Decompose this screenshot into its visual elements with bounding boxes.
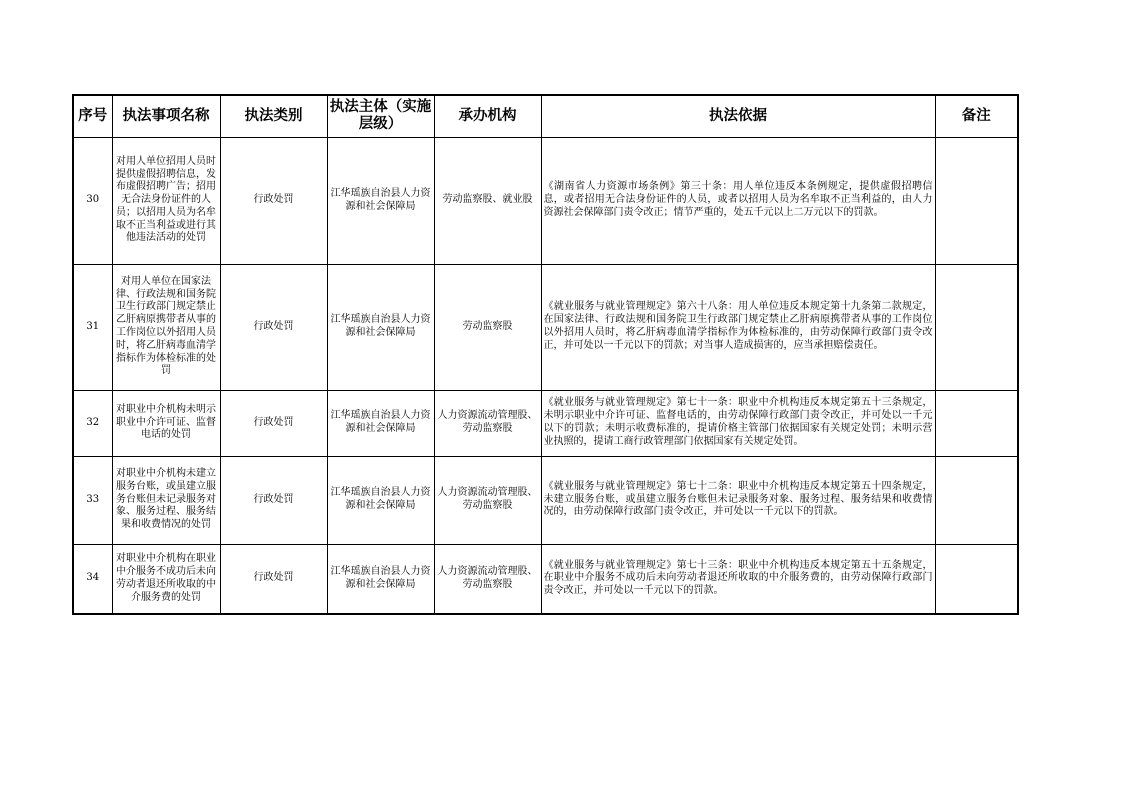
- row-item-name: 对职业中介机构在职业中介服务不成功后未向劳动者退还所收取的中介服务费的处罚: [112, 544, 220, 614]
- row-item-name: 对职业中介机构未明示职业中介许可证、监督电话的处罚: [112, 390, 220, 456]
- row-subject: 江华瑶族自治县人力资源和社会保障局: [327, 137, 434, 264]
- row-no: 32: [73, 390, 112, 456]
- table-row: [73, 390, 1018, 456]
- row-basis: 《就业服务与就业管理规定》第七十二条：职业中介机构违反本规定第五十四条规定，未建立服务台账，或虽建立服务台账但未记录服务对象、服务过程、服务结果和收费情况的，由劳动保障行政部门责令改正，并可处以一千元以下的罚款。: [541, 456, 935, 544]
- row-category: 行政处罚: [220, 264, 327, 390]
- row-dept: 劳动监察股、就业股: [434, 137, 541, 264]
- row-dept: 人力资源流动管理股、劳动监察股: [434, 544, 541, 614]
- row-subject: 江华瑶族自治县人力资源和社会保障局: [327, 390, 434, 456]
- table-row: [73, 264, 1018, 390]
- table-row: [73, 137, 1018, 264]
- row-basis: 《就业服务与就业管理规定》第七十三条：职业中介机构违反本规定第五十五条规定，在职业中介服务不成功后未向劳动者退还所收取的中介服务费的，由劳动保障行政部门责令改正，并可处以一千元以下的罚款。: [541, 544, 935, 614]
- row-category: 行政处罚: [220, 390, 327, 456]
- header-no: 序号: [73, 95, 112, 137]
- row-category: 行政处罚: [220, 544, 327, 614]
- row-remark: [935, 264, 1018, 390]
- row-remark: [935, 390, 1018, 456]
- enforcement-items-table: [72, 94, 1019, 615]
- header-basis: 执法依据: [541, 95, 935, 137]
- header-remark: 备注: [935, 95, 1018, 137]
- row-subject: 江华瑶族自治县人力资源和社会保障局: [327, 456, 434, 544]
- header-row: [73, 95, 1018, 137]
- table-row: [73, 456, 1018, 544]
- table-row: [73, 544, 1018, 614]
- row-remark: [935, 456, 1018, 544]
- row-remark: [935, 137, 1018, 264]
- header-subject: 执法主体（实施层级）: [327, 95, 434, 137]
- row-dept: 劳动监察股: [434, 264, 541, 390]
- header-category: 执法类别: [220, 95, 327, 137]
- row-basis: 《湖南省人力资源市场条例》第三十条：用人单位违反本条例规定，提供虚假招聘信息，或者招用无合法身份证件的人员，或者以招用人员为名牟取不正当利益的，由人力资源社会保障部门责令改正；情节严重的，处五千元以上二万元以下的罚款。: [541, 137, 935, 264]
- row-no: 33: [73, 456, 112, 544]
- row-subject: 江华瑶族自治县人力资源和社会保障局: [327, 544, 434, 614]
- row-dept: 人力资源流动管理股、劳动监察股: [434, 456, 541, 544]
- row-remark: [935, 544, 1018, 614]
- header-item-name: 执法事项名称: [112, 95, 220, 137]
- row-item-name: 对职业中介机构未建立服务台账，或虽建立服务台账但未记录服务对象、服务过程、服务结果和收费情况的处罚: [112, 456, 220, 544]
- row-basis: 《就业服务与就业管理规定》第七十一条：职业中介机构违反本规定第五十三条规定，未明示职业中介许可证、监督电话的，由劳动保障行政部门责令改正，并可处以一千元以下的罚款；未明示收费标准的，提请价格主管部门依据国家有关规定处罚；未明示营业执照的，提请工商行政管理部门依据国家有关规定处罚。: [541, 390, 935, 456]
- row-subject: 江华瑶族自治县人力资源和社会保障局: [327, 264, 434, 390]
- row-category: 行政处罚: [220, 456, 327, 544]
- row-item-name: 对用人单位招用人员时提供虚假招聘信息，发布虚假招聘广告；招用无合法身份证件的人员；以招用人员为名牟取不正当利益或进行其他违法活动的处罚: [112, 137, 220, 264]
- row-no: 30: [73, 137, 112, 264]
- row-basis: 《就业服务与就业管理规定》第六十八条：用人单位违反本规定第十九条第二款规定，在国家法律、行政法规和国务院卫生行政部门规定禁止乙肝病原携带者从事的工作岗位以外招用人员时，将乙肝病毒血清学指标作为体检标准的，由劳动保障行政部门责令改正，并可处以一千元以下的罚款；对当事人造成损害的，应当承担赔偿责任。: [541, 264, 935, 390]
- row-item-name: 对用人单位在国家法律、行政法规和国务院卫生行政部门规定禁止乙肝病原携带者从事的工作岗位以外招用人员时，将乙肝病毒血清学指标作为体检标准的处罚: [112, 264, 220, 390]
- row-dept: 人力资源流动管理股、劳动监察股: [434, 390, 541, 456]
- row-no: 31: [73, 264, 112, 390]
- header-dept: 承办机构: [434, 95, 541, 137]
- row-category: 行政处罚: [220, 137, 327, 264]
- row-no: 34: [73, 544, 112, 614]
